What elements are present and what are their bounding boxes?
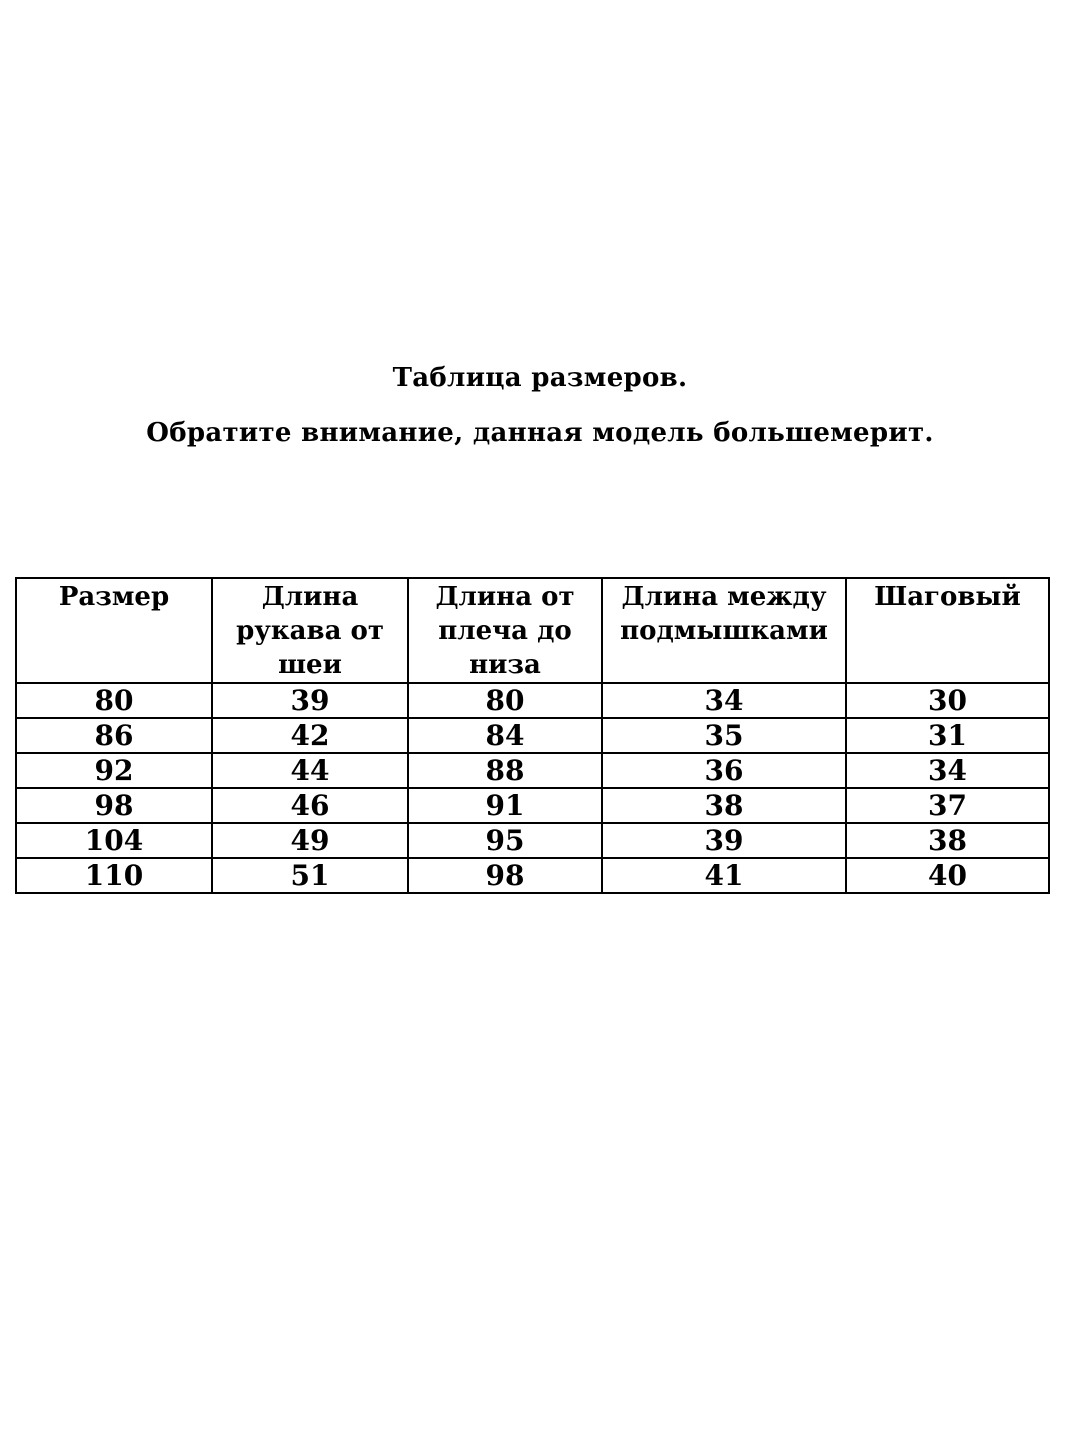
table-cell: 104 [16, 823, 212, 858]
table-cell: 31 [846, 718, 1049, 753]
table-cell: 36 [602, 753, 846, 788]
table-header-row [16, 578, 1049, 683]
table-row [16, 683, 1049, 718]
table-cell: 95 [408, 823, 602, 858]
table-cell: 35 [602, 718, 846, 753]
table-cell: 34 [602, 683, 846, 718]
table-cell: 80 [408, 683, 602, 718]
table-cell: 39 [602, 823, 846, 858]
table-cell: 37 [846, 788, 1049, 823]
table-cell: 41 [602, 858, 846, 893]
table-cell: 38 [846, 823, 1049, 858]
table-cell: 49 [212, 823, 408, 858]
table-cell: 92 [16, 753, 212, 788]
table-row [16, 858, 1049, 893]
table-row [16, 788, 1049, 823]
header-size: Размер [16, 578, 212, 683]
table-cell: 88 [408, 753, 602, 788]
page-subtitle: Обратите внимание, данная модель большемерит. [146, 418, 934, 448]
table-row [16, 753, 1049, 788]
table-cell: 98 [408, 858, 602, 893]
table-cell: 80 [16, 683, 212, 718]
table-cell: 86 [16, 718, 212, 753]
header-sleeve-length: Длина рукава от шеи [212, 578, 408, 683]
table-cell: 91 [408, 788, 602, 823]
table-cell: 84 [408, 718, 602, 753]
page-title: Таблица размеров. [392, 363, 688, 393]
table-cell: 51 [212, 858, 408, 893]
table-cell: 30 [846, 683, 1049, 718]
table-row [16, 718, 1049, 753]
table-cell: 98 [16, 788, 212, 823]
table-cell: 34 [846, 753, 1049, 788]
table-cell: 39 [212, 683, 408, 718]
table-cell: 46 [212, 788, 408, 823]
size-table [15, 577, 1050, 894]
header-inseam: Шаговый [846, 578, 1049, 683]
header-shoulder-to-hem: Длина от плеча до низа [408, 578, 602, 683]
header-armpit-width: Длина между подмышками [602, 578, 846, 683]
table-cell: 110 [16, 858, 212, 893]
table-cell: 44 [212, 753, 408, 788]
table-cell: 42 [212, 718, 408, 753]
table-cell: 40 [846, 858, 1049, 893]
table-cell: 38 [602, 788, 846, 823]
table-row [16, 823, 1049, 858]
